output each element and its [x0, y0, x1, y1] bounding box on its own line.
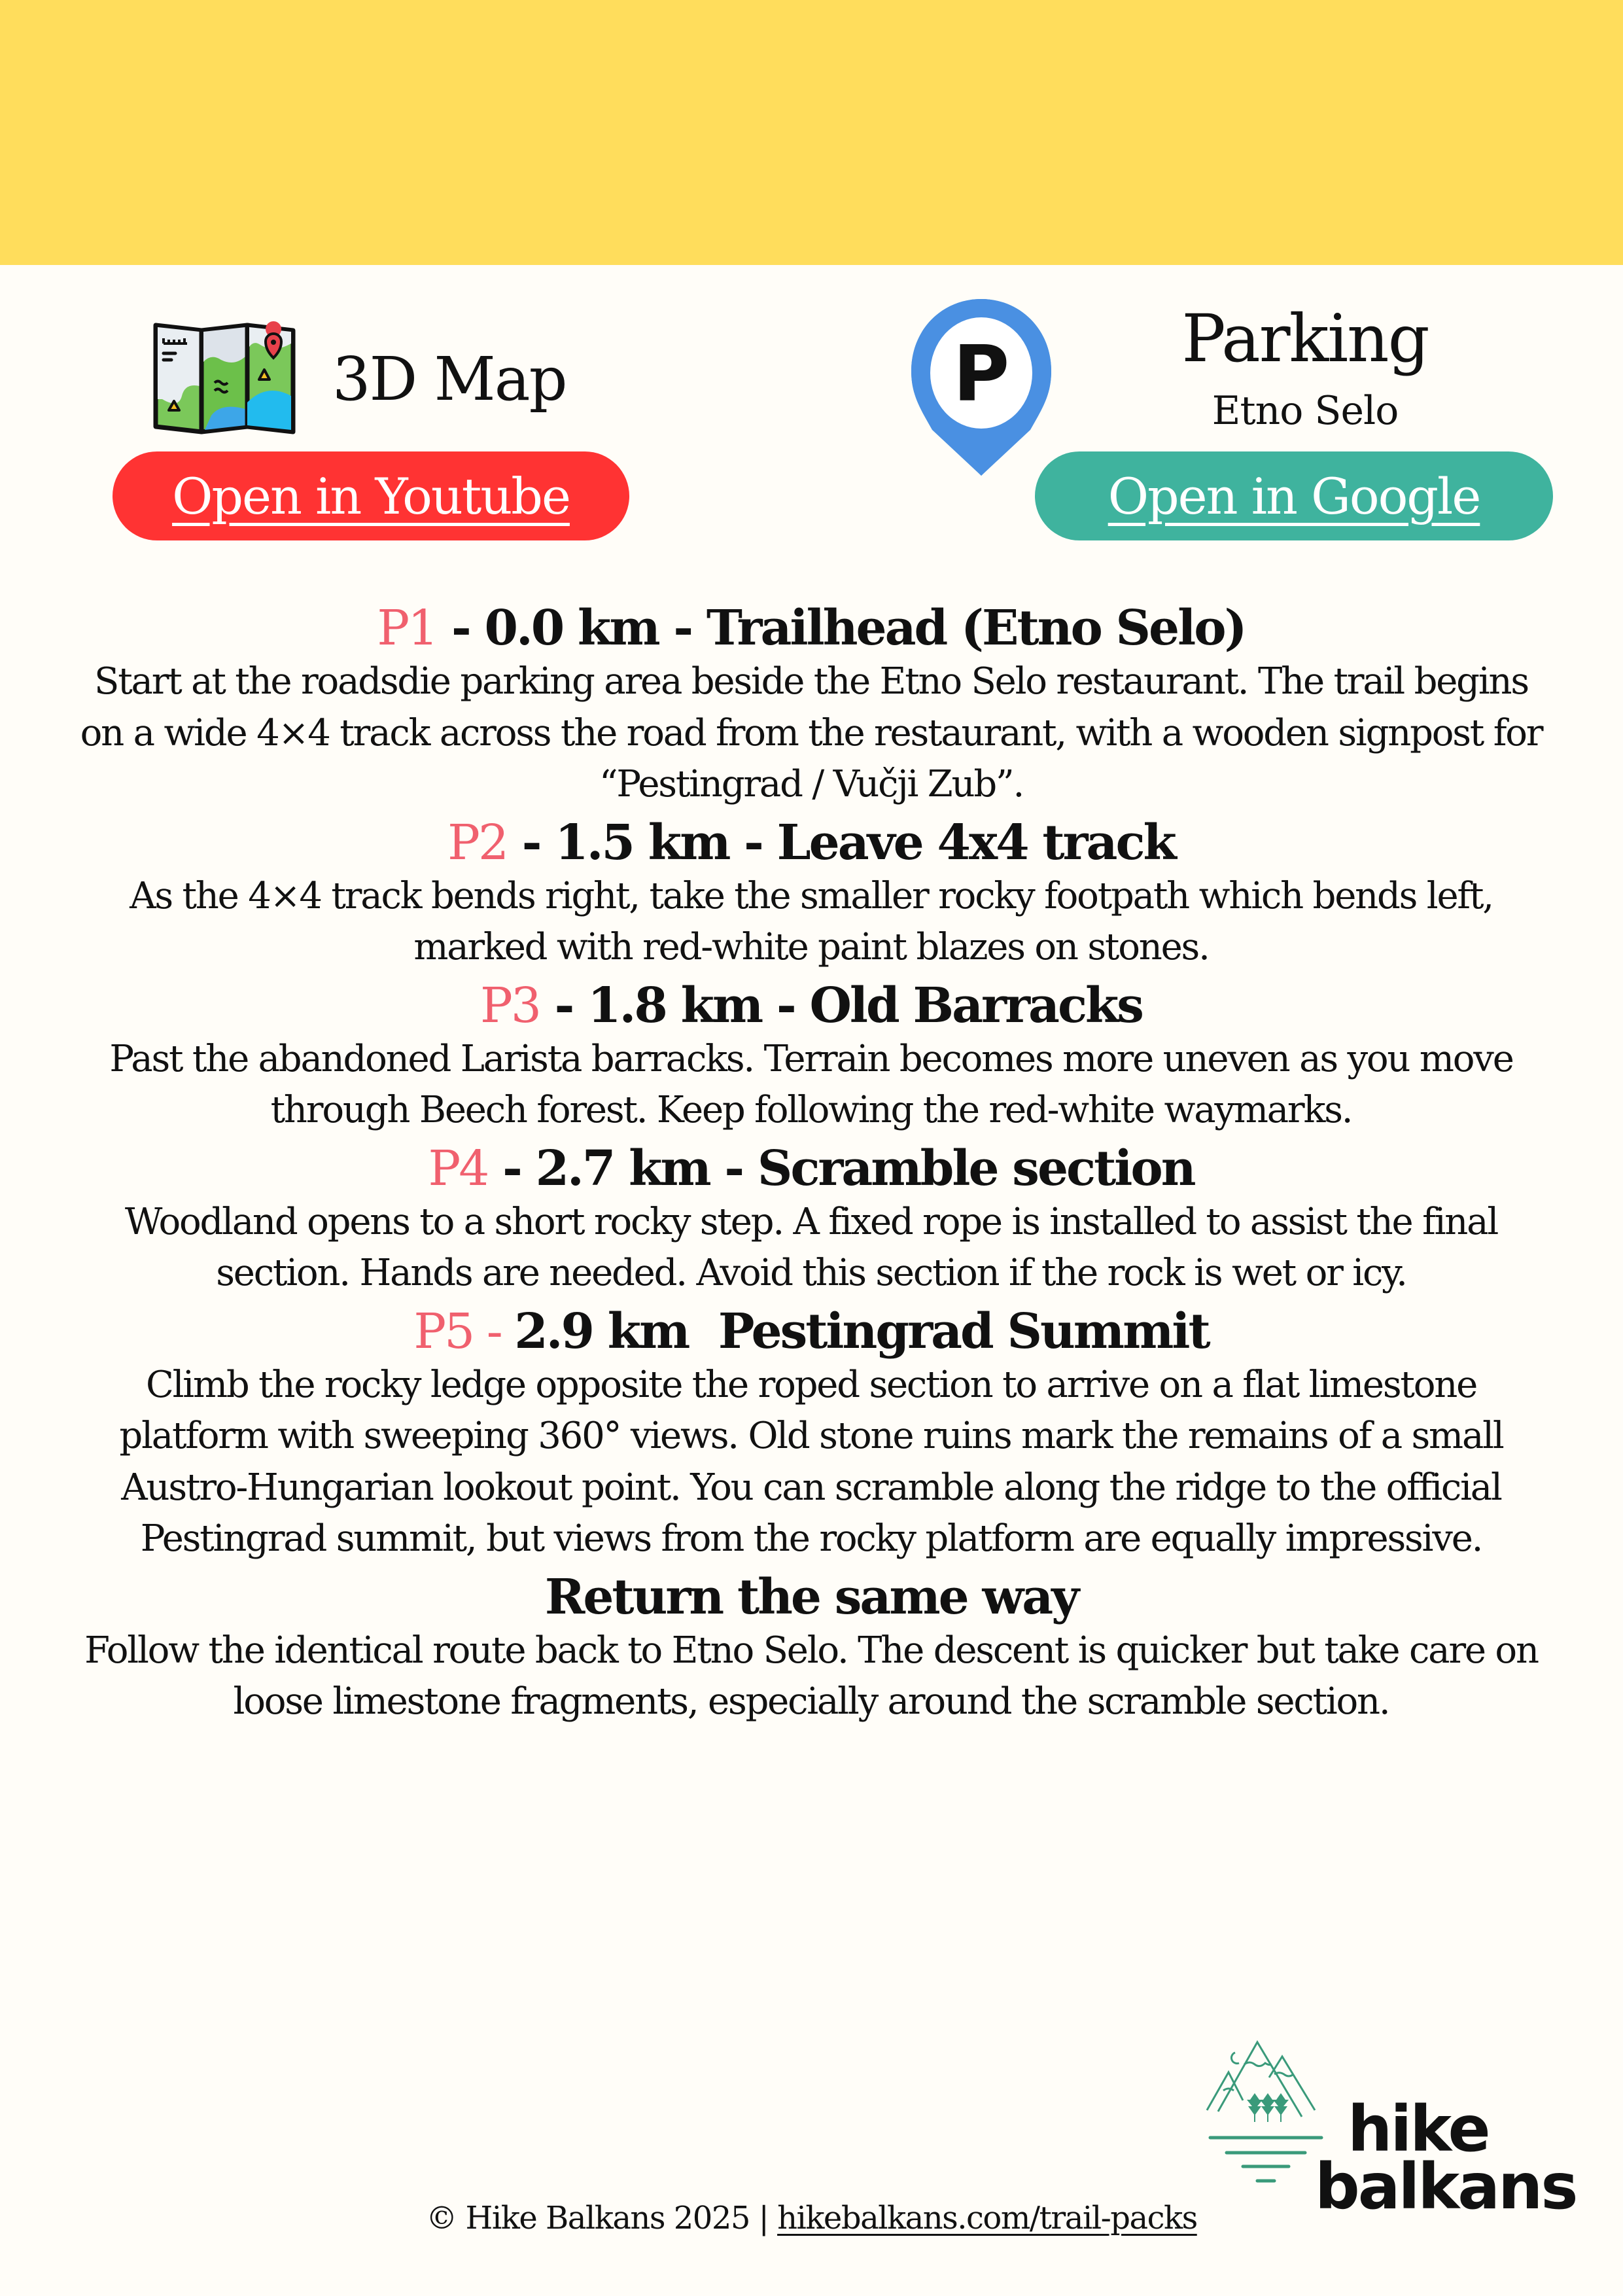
heading-separator: - — [473, 1303, 515, 1360]
point-label: P4 — [428, 1140, 488, 1197]
logo-line-hike: hike — [1348, 2093, 1489, 2166]
return-body: Follow the identical route back to Etno Selo. The descent is quicker but take care on loose limestone fragments, especially around the scramble section. — [84, 1629, 1538, 1723]
point-label: P2 — [447, 814, 508, 871]
step-title: 2.9 km Pestingrad Summit — [514, 1303, 1209, 1360]
step-body-p2: As the 4×4 track bends right, take the smaller rocky footpath which bends left, marked with red-white paint blazes on stones. — [130, 874, 1493, 968]
heading-separator: - — [539, 977, 588, 1034]
folded-map-icon — [149, 317, 309, 435]
step-title: 0.0 km - Trailhead (Etno Selo) — [484, 600, 1246, 656]
copyright-text: © Hike Balkans 2025 | — [426, 2200, 778, 2236]
parking-title: Parking — [1181, 300, 1429, 377]
parking-location: Etno Selo — [1212, 388, 1399, 434]
footer — [0, 2199, 1623, 2238]
parking-p-letter: P — [952, 328, 1010, 419]
return-heading: Return the same way — [544, 1568, 1078, 1625]
step-body-p1: Start at the roadsdie parking area beside the Etno Selo restaurant. The trail begins on a wide 4×4 track across the road from the restaurant, with a wooden signpost for “Pestingrad / Vučji Zub”. — [80, 660, 1543, 805]
open-in-google-button[interactable]: Open in Google — [1035, 451, 1553, 540]
point-label: P3 — [480, 977, 540, 1034]
step-title: 1.5 km - Leave 4x4 track — [555, 814, 1175, 871]
trail-packs-link[interactable]: hikebalkans.com/trail-packs — [777, 2200, 1197, 2236]
step-body-p3: Past the abandoned Larista barracks. Terrain becomes more uneven as you move through Beech forest. Keep following the red-white waymarks. — [109, 1037, 1513, 1131]
step-heading-p5 — [79, 1302, 1544, 1361]
logo-line-balkans: balkans — [1315, 2150, 1577, 2223]
step-heading-p3 — [79, 976, 1544, 1035]
step-body-p5: Climb the rocky ledge opposite the roped section to arrive on a flat limestone platform with sweeping 360° views. Old stone ruins mark the remains of a small Austro-Hungarian lookout point. You can scramble along the ridge to the official Pestingrad summit, but views from the rocky platform are equally impressive. — [119, 1363, 1503, 1560]
step-heading-p1 — [79, 599, 1544, 658]
point-label: P1 — [377, 600, 437, 656]
open-in-youtube-button[interactable]: Open in Youtube — [113, 451, 629, 540]
point-label: P5 — [413, 1303, 474, 1360]
step-body-p4: Woodland opens to a short rocky step. A fixed rope is installed to assist the final section. Hands are needed. Avoid this section if the rock is wet or icy. — [124, 1200, 1498, 1294]
step-title: 2.7 km - Scramble section — [535, 1140, 1195, 1197]
heading-separator: - — [487, 1140, 536, 1197]
top-banner — [0, 0, 1623, 265]
heading-separator: - — [436, 600, 485, 656]
step-heading-p4 — [79, 1139, 1544, 1198]
step-heading-p2 — [79, 813, 1544, 872]
step-title: 1.8 km - Old Barracks — [587, 977, 1142, 1034]
route-directions — [79, 599, 1544, 1731]
heading-separator: - — [507, 814, 555, 871]
map-title: 3D Map — [332, 344, 567, 414]
parking-pin-icon — [906, 296, 1056, 479]
